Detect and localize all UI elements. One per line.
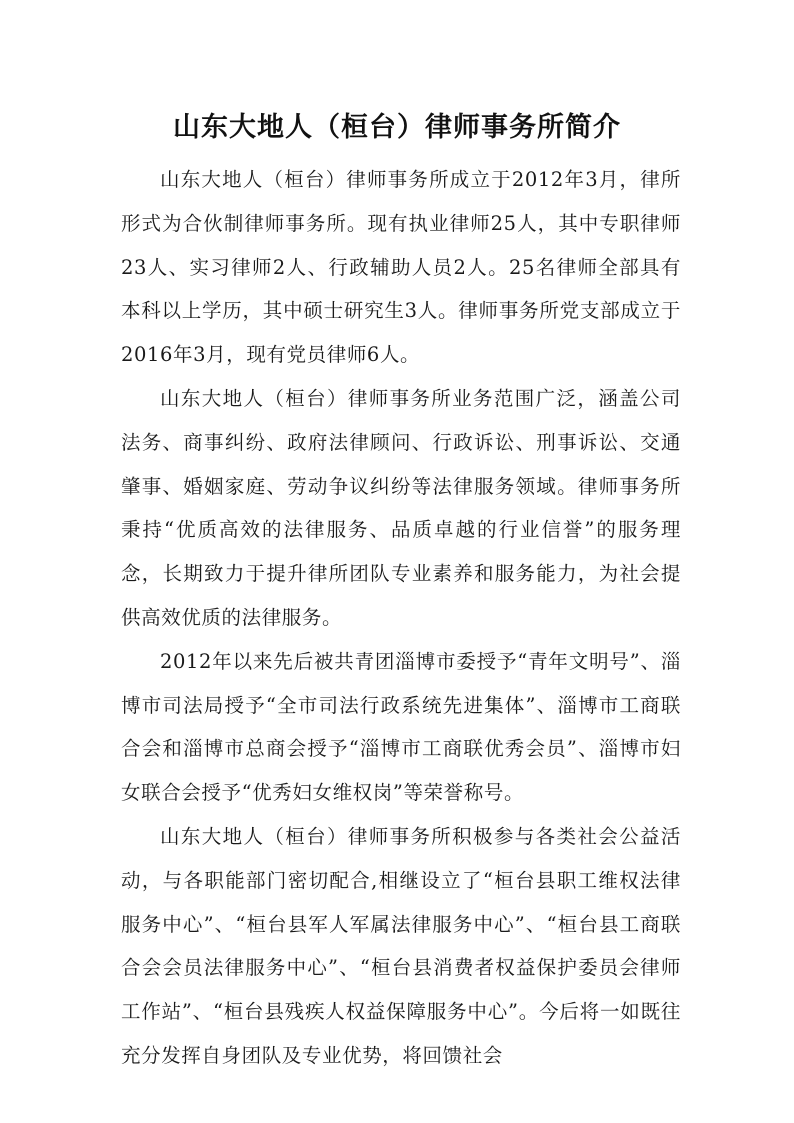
paragraph-honors: 2012年以来先后被共青团淄博市委授予“青年文明号”、淄博市司法局授予“全市司法行政系统先进集体”、淄博市工商联合会和淄博市总商会授予“淄博市工商联优秀会员”、淄博市妇女联合会授予“优秀妇女维权岗”等荣誉称号。 bbox=[121, 649, 681, 805]
paragraph-business-scope: 山东大地人（桓台）律师事务所业务范围广泛，涵盖公司法务、商事纠纷、政府法律顾问、行政诉讼、刑事诉讼、交通肇事、婚姻家庭、劳动争议纠纷等法律服务领域。律师事务所秉持“优质高效的法律服务、品质卓越的行业信誉”的服务理念，长期致力于提升律所团队专业素养和服务能力，为社会提供高效优质的法律服务。 bbox=[121, 386, 681, 629]
paragraph-public-welfare: 山东大地人（桓台）律师事务所积极参与各类社会公益活动，与各职能部门密切配合,相继设立了“桓台县职工维权法律服务中心”、“桓台县军人军属法律服务中心”、“桓台县工商联合会会员法律服务中心”、“桓台县消费者权益保护委员会律师工作站”、“桓台县残疾人权益保障服务中心”。今后将一如既往充分发挥自身团队及专业优势，将回馈社会 bbox=[121, 824, 681, 1067]
document-body bbox=[121, 158, 681, 1078]
paragraph-founding: 山东大地人（桓台）律师事务所成立于2012年3月，律所形式为合伙制律师事务所。现有执业律师25人，其中专职律师23人、实习律师2人、行政辅助人员2人。25名律师全部具有本科以上学历，其中硕士研究生3人。律师事务所党支部成立于2016年3月，现有党员律师6人。 bbox=[121, 168, 681, 367]
document-title: 山东大地人（桓台）律师事务所简介 bbox=[173, 112, 621, 143]
